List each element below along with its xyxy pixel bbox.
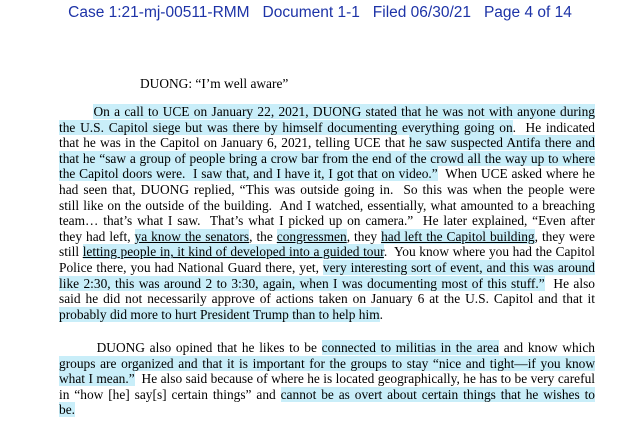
highlighted-text: On a call to UCE on January 22, 2021, DUONG stated that he was not with anyone during (93, 104, 596, 119)
highlighted-text: cannot be as overt about certain things that he wishes to (280, 386, 595, 402)
highlighted-text: the Capitol doors were. I saw that, and I have it, I got that on video.” (59, 166, 438, 182)
highlighted-text: what I mean.” (59, 371, 135, 387)
text-line (59, 371, 595, 387)
text-segment: He also (544, 275, 595, 291)
text-segment: . He indicated (512, 119, 595, 135)
text-segment: DUONG also opined that he likes to be (59, 340, 322, 355)
text-segment: , the (249, 228, 277, 244)
highlighted-text: probably did more to hurt President Trump than to help him (59, 306, 380, 322)
highlighted-text: letting people in, it kind of developed into a guided tour (82, 244, 384, 260)
paragraph-call-to-uce (59, 104, 595, 322)
text-line (59, 104, 595, 120)
paragraph-militias (59, 340, 595, 418)
highlighted-text: be. (59, 402, 75, 418)
text-segment: Police there, you had National Guard there, yet, (59, 259, 323, 275)
highlighted-text: ya know the senators (134, 228, 250, 244)
text-segment: that he was in the Capitol on January 6, 2021, telling UCE that (59, 135, 410, 151)
text-segment: . You know where you had the Capitol (383, 244, 595, 260)
text-line (59, 213, 595, 229)
text-segment: they had left, (59, 228, 135, 244)
text-line (59, 356, 595, 372)
highlighted-text: had left the Capitol building (381, 228, 535, 244)
highlighted-text: the U.S. Capitol siege but was there by himself documenting everything going on (59, 119, 513, 135)
highlighted-text: groups are organized and that it is important for the groups to stay “nice and tight—if you know (59, 355, 595, 371)
text-line (59, 166, 595, 182)
highlighted-text: like 2:30, this was around 2 to 3:30, again, when I was documenting most of this stuff.” (59, 275, 545, 291)
highlighted-text: he saw suspected Antifa there and (409, 135, 595, 151)
text-segment: said he did not necessarily approve of actions taken on January 6 at the U.S. Capitol and that it (59, 291, 595, 307)
text-segment: When UCE asked where he (437, 166, 596, 182)
text-line (59, 340, 595, 356)
text-segment: , they were (534, 228, 595, 244)
text-segment: team… that’s what I saw. That’s what I picked up on camera.” He later explained, “Even after (59, 213, 595, 229)
text-line (59, 276, 595, 292)
text-line (59, 260, 595, 276)
highlighted-text: that he “saw a group of people bring a crow bar from the end of the crowd all the way up to where (59, 150, 595, 166)
text-line (59, 307, 595, 323)
text-segment: still (59, 244, 83, 260)
text-segment: He also said because of where he is located geographically, he has to be very careful (134, 371, 595, 387)
highlighted-text: connected to militias in the area (321, 340, 500, 355)
text-line (59, 291, 595, 307)
quote-heading: DUONG: “I’m well aware” (140, 76, 289, 91)
text-segment: and know which (499, 340, 595, 355)
text-line (59, 402, 595, 418)
text-segment (59, 104, 93, 119)
text-line (59, 120, 595, 136)
text-line (59, 229, 595, 245)
text-line (59, 387, 595, 403)
text-segment: in “how [he] say[s] certain things” and (59, 386, 281, 402)
case-header: Case 1:21-mj-00511-RMM Document 1-1 Filed 06/30/21 Page 4 of 14 (68, 4, 572, 21)
text-line (59, 182, 595, 198)
text-line (59, 198, 595, 214)
text-line (59, 244, 595, 260)
highlighted-text: congressmen (276, 228, 347, 244)
text-segment: . (379, 306, 383, 322)
text-segment: had seen that, DUONG replied, “This was outside going in. So this was when the people were (59, 181, 595, 197)
text-line (59, 135, 595, 151)
text-segment: still like on the outside of the building. And I watched, essentially, what amounted to a breaching (59, 197, 595, 213)
highlighted-text: very interesting sort of event, and this was around (322, 259, 596, 275)
text-line (59, 151, 595, 167)
text-segment: , they (346, 228, 382, 244)
